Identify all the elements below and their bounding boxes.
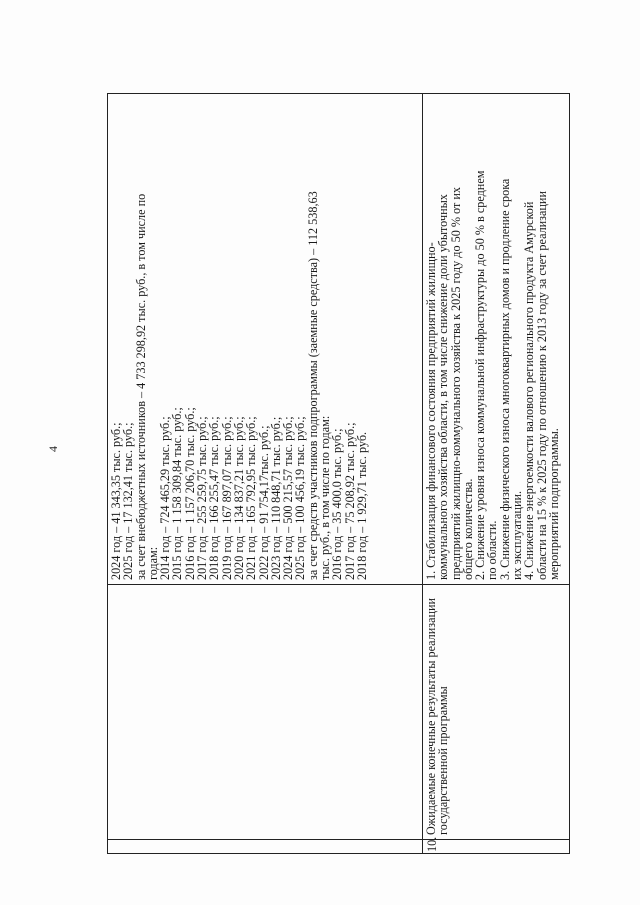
text-line: за счет средств участников подпрограммы (заемные средства) – 112 538,63 (305, 191, 320, 580)
text-line: 2019 год – 167 897,07 тыс. руб.; (219, 416, 234, 580)
text-line: 2018 год – 166 255,47 тыс. руб.; (207, 416, 222, 580)
row-content (108, 94, 423, 585)
row-label (108, 585, 423, 840)
text-line: 2016 год – 35 400,0 тыс. руб.; (330, 428, 345, 580)
program-passport-table-rotated (107, 94, 569, 854)
text-line: области на 15 % к 2025 году по отношению к 2013 году за счет реализации (534, 191, 549, 580)
text-line: 2025 год – 100 456,19 тыс. руб.; (293, 416, 308, 580)
row-number (108, 840, 423, 854)
text-line: 2023 год – 110 848,71 тыс. руб.; (268, 416, 283, 580)
text-line: 2024 год – 500 215,57 тыс. руб.; (281, 416, 296, 580)
text-line: тыс. руб., в том числе по годам: (318, 415, 333, 580)
text-line: 2025 год – 17 132,41 тыс. руб.; (121, 422, 136, 580)
text-line: 2016 год – 1 157 206,70 тыс. руб.; (182, 407, 197, 580)
text-line: за счет внебюджетных источников – 4 733 298,92 тыс. руб., в том числе по (133, 193, 148, 580)
text-line: по области. (485, 520, 500, 580)
row-content (423, 94, 570, 585)
table-row-expected-results (423, 94, 570, 854)
text-line: их эксплуатации. (510, 490, 525, 580)
row-label: Ожидаемые конечные результаты реализации государственной программы (423, 585, 570, 840)
table-row-financing (108, 94, 423, 854)
page-number: 4 (46, 446, 60, 452)
text-line: 2020 год – 134 837,21 тыс. руб.; (231, 416, 246, 580)
text-line: 2021 год – 165 792,95 тыс. руб.; (244, 416, 259, 580)
text-line: 2017 год – 255 259,75 тыс. руб.; (195, 416, 210, 580)
text-line: 2014 год – 724 465,29 тыс. руб.; (158, 416, 173, 580)
text-line: предприятий жилищно-коммунального хозяйства к 2025 году до 50 % от их (448, 187, 463, 580)
program-passport-table (107, 93, 570, 854)
text-line: мероприятий подпрограммы. (546, 428, 561, 580)
text-line: годам: (145, 546, 160, 580)
text-line: 2. Снижение уровня износа коммунальной инфраструктуры до 50 % в среднем (473, 170, 488, 580)
text-line: общего количества. (460, 478, 475, 580)
text-line: 1. Стабилизация финансового состояния предприятий жилищно- (424, 242, 438, 580)
text-line: 2024 год – 41 343,35 тыс. руб.; (109, 422, 123, 580)
text-line: коммунального хозяйства области, в том числе снижение доли убыточных (436, 194, 451, 580)
text-line: 2017 год – 75 208,92 тыс. руб.; (342, 422, 357, 580)
text-line: 2018 год – 1 929,71 тыс. руб. (354, 431, 369, 580)
text-line: 2022 год – 91 754,17тыс. руб.; (256, 425, 271, 580)
text-line: 4. Снижение энергоемкости валового регионального продукта Амурской (522, 201, 537, 580)
text-line: 3. Снижение физического износа многоквартирных домов и продление срока (497, 178, 512, 580)
row-number: 10. (423, 840, 570, 854)
text-line: 2015 год – 1 158 309,84 тыс. руб.; (170, 407, 185, 580)
